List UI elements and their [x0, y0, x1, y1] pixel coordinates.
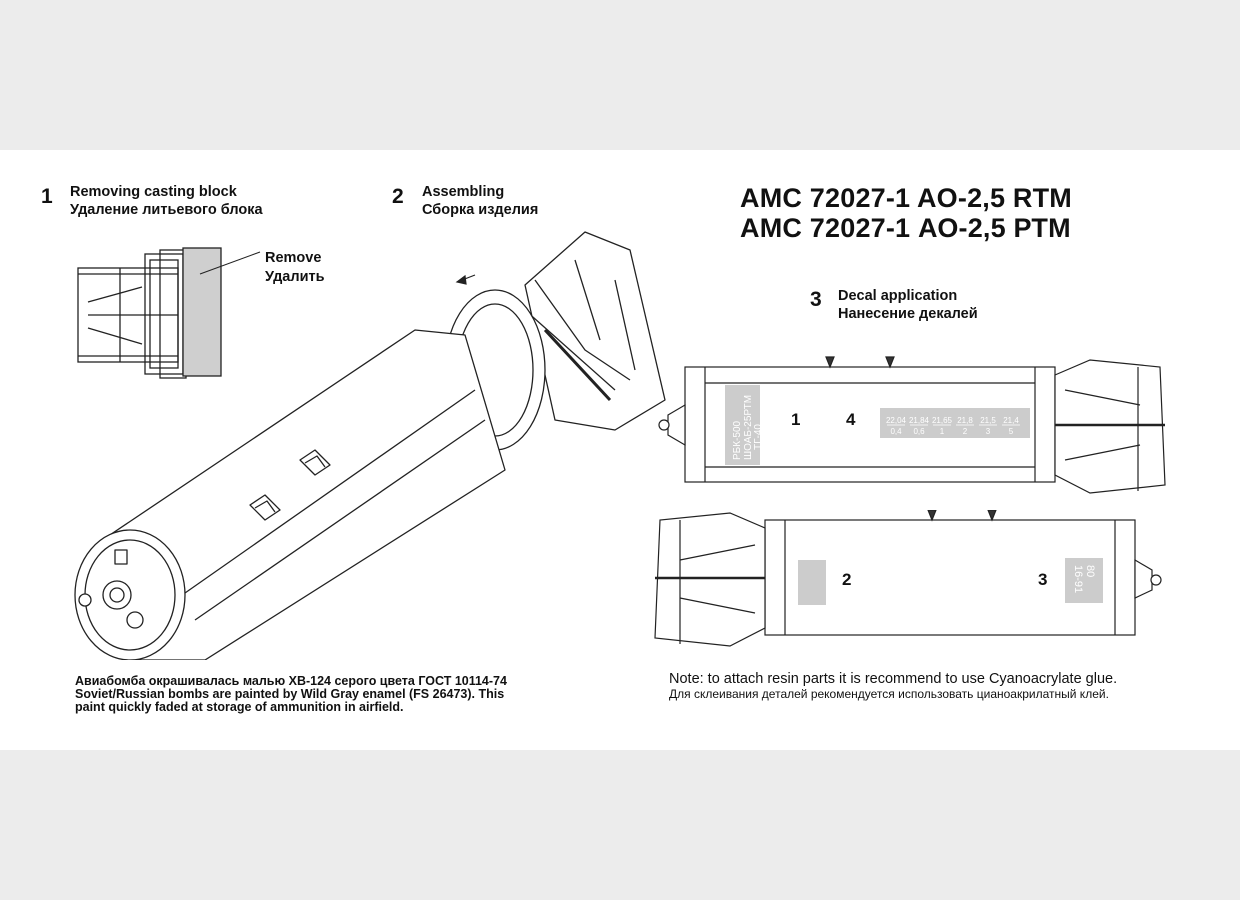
decal-view-lower — [650, 510, 1170, 655]
product-title-line2: АМС 72027-1 АО-2,5 РТМ — [740, 213, 1071, 243]
decal-position-3: 3 — [1038, 570, 1048, 589]
decal-position-1: 1 — [791, 410, 801, 429]
step-3-title-en: Decal application — [838, 288, 958, 304]
step-2-number: 2 — [392, 185, 404, 208]
upper-tail — [1055, 360, 1165, 493]
insert-arrow — [457, 275, 475, 284]
ruler-mark-bottom: 1 — [939, 427, 945, 436]
decal-small-line1: 80 — [1084, 565, 1096, 578]
lower-tail — [655, 513, 765, 646]
ruler-mark-bottom: 0,4 — [890, 427, 902, 436]
decal-stencil-line3: ТГ-40 — [753, 424, 764, 450]
product-title — [740, 183, 1072, 243]
paint-note-line3: paint quickly faded at storage of ammunition in airfield. — [75, 700, 404, 714]
upper-nose — [668, 405, 685, 445]
ruler-mark-top: 21,4 — [1003, 416, 1019, 425]
ruler-mark-top: 22,04 — [885, 416, 907, 425]
glue-note-en: Note: to attach resin parts it is recommend to use Cyanoacrylate glue. — [669, 671, 1118, 687]
ruler-mark-top: 21,8 — [957, 416, 973, 425]
ruler-mark-bottom: 3 — [985, 427, 991, 436]
paint-note-line2: Soviet/Russian bombs are painted by Wild Gray enamel (FS 26473). This — [75, 687, 505, 701]
decal-position-2: 2 — [842, 570, 852, 589]
step-2-title-en: Assembling — [422, 184, 505, 200]
ruler-mark-bottom: 2 — [962, 427, 968, 436]
ruler-mark-top: 21,5 — [980, 416, 996, 425]
decal-blank — [798, 560, 826, 605]
step-1-number: 1 — [41, 185, 53, 208]
decal-small-line2: 16-91 — [1072, 565, 1084, 594]
product-title-line1: AMC 72027-1 AO-2,5 RTM — [740, 183, 1072, 213]
remove-callout-en: Remove — [265, 250, 322, 266]
step-1-title — [70, 183, 263, 219]
ruler-mark-bottom: 5 — [1008, 427, 1014, 436]
step-1-title-en: Removing casting block — [70, 184, 237, 200]
glue-note-ru: Для склеивания деталей рекомендуется использовать цианоакрилатный клей. — [669, 687, 1109, 701]
step-3-title — [838, 287, 978, 323]
ruler-mark-bottom: 0,6 — [913, 427, 925, 436]
step-3-title-ru: Нанесение декалей — [838, 306, 978, 322]
decal-stencil-line2: ШОАБ-25РТМ — [743, 394, 754, 460]
glue-note — [669, 671, 1117, 701]
lower-nose — [1135, 560, 1152, 598]
ruler-mark-top: 21,84 — [908, 416, 930, 425]
instruction-sheet — [0, 150, 1240, 750]
step-1-title-ru: Удаление литьевого блока — [70, 202, 263, 218]
ruler-mark-top: 21,65 — [931, 416, 953, 425]
paint-note-line1: Авиабомба окрашивалась малью ХВ-124 серого цвета ГОСТ 10114-74 — [75, 674, 507, 688]
paint-note — [75, 675, 507, 714]
decal-position-4: 4 — [846, 410, 856, 429]
assembly-illustration — [55, 220, 675, 660]
decal-stencil-line1: РБК-500 — [732, 420, 743, 460]
step-2-title — [422, 183, 538, 219]
step-2-title-ru: Сборка изделия — [422, 202, 539, 218]
tail-assembly — [525, 232, 665, 430]
remove-callout-ru: Удалить — [265, 269, 325, 285]
step-3-number: 3 — [810, 288, 822, 311]
decal-view-upper — [650, 355, 1170, 500]
